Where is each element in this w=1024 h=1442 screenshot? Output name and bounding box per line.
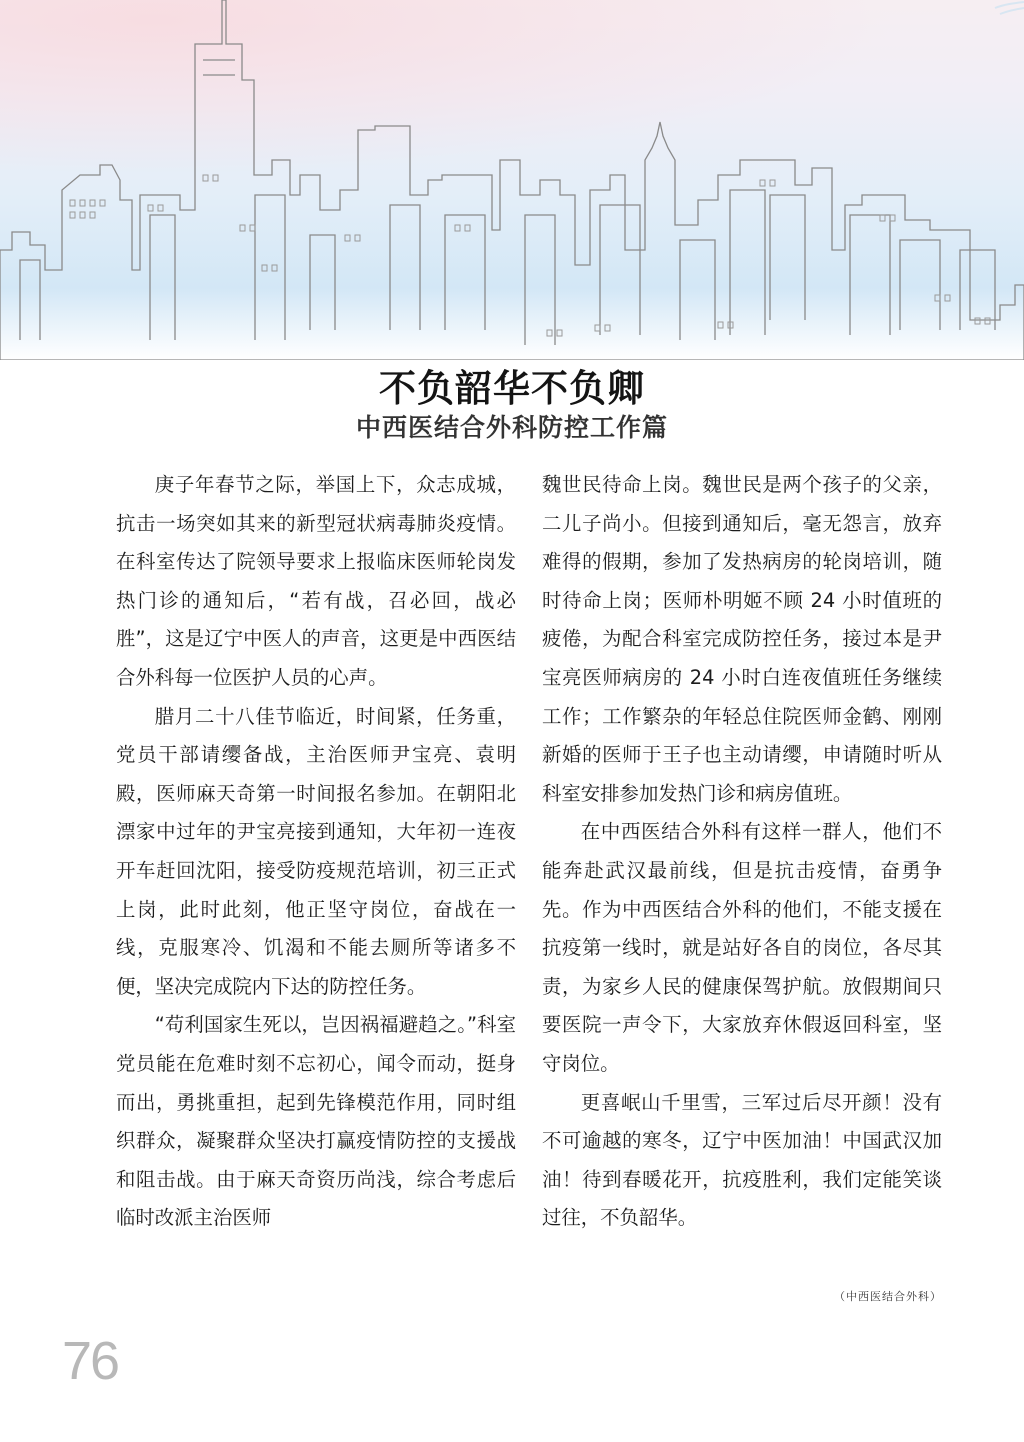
right-text-column	[542, 466, 942, 1238]
article-source: （中西医结合外科）	[834, 1290, 942, 1303]
paragraph: 更喜岷山千里雪，三军过后尽开颜！没有不可逾越的寒冬，辽宁中医加油！中国武汉加油！待到春暖花开，抗疫胜利，我们定能笑谈过往，不负韶华。	[542, 1090, 942, 1230]
paragraph: “苟利国家生死以，岂因祸福避趋之。”科室党员能在危难时刻不忘初心，闻令而动，挺身而出，勇挑重担，起到先锋模范作用，同时组织群众，凝聚群众坚决打赢疫情防控的支援战和阻击战。由于麻天奇资历尚浅，综合考虑后临时改派主治医师	[116, 1013, 516, 1230]
city-skyline-illustration	[0, 0, 1024, 360]
article-subtitle: 中西医结合外科防控工作篇	[355, 413, 668, 442]
paragraph: 腊月二十八佳节临近，时间紧，任务重，党员干部请缨备战，主治医师尹宝亮、袁明殿，医师麻天奇第一时间报名参加。在朝阳北漂家中过年的尹宝亮接到通知，大年初一连夜开车赶回沈阳，接受防疫规范培训，初三正式上岗，此时此刻，他正坚守岗位，奋战在一线，克服寒冷、饥渴和不能去厕所等诸多不便，坚决完成院内下达的防控任务。	[116, 704, 516, 998]
paragraph: 庚子年春节之际，举国上下，众志成城，抗击一场突如其来的新型冠状病毒肺炎疫情。在科室传达了院领导要求上报临床医师轮岗发热门诊的通知后，“若有战，召必回，战必胜”，这是辽宁中医人的声音，这更是中西医结合外科每一位医护人员的心声。	[116, 473, 516, 689]
paragraph-continuation: 魏世民待命上岗。魏世民是两个孩子的父亲，二儿子尚小。但接到通知后，毫无怨言，放弃难得的假期，参加了发热病房的轮岗培训，随时待命上岗；医师朴明姬不顾 24 小时值班的疲倦，为配合科室完成防控任务，接过本是尹宝亮医师病房的 24 小时白连夜值班任务继续工作；工作繁杂的年轻总住院医师金鹤、刚刚新婚的医师于王子也主动请缨，申请随时听从科室安排参加发热门诊和病房值班。	[542, 473, 942, 805]
article-title: 不负韶华不负卿	[379, 366, 645, 410]
paragraph: 在中西医结合外科有这样一群人，他们不能奔赴武汉最前线，但是抗击疫情，奋勇争先。作为中西医结合外科的他们，不能支援在抗疫第一线时，就是站好各自的岗位，各尽其责，为家乡人民的健康保驾护航。放假期间只要医院一声令下，大家放弃休假返回科室，坚守岗位。	[542, 820, 942, 1075]
left-text-column	[116, 466, 516, 1238]
page-number: 76	[62, 1331, 119, 1391]
